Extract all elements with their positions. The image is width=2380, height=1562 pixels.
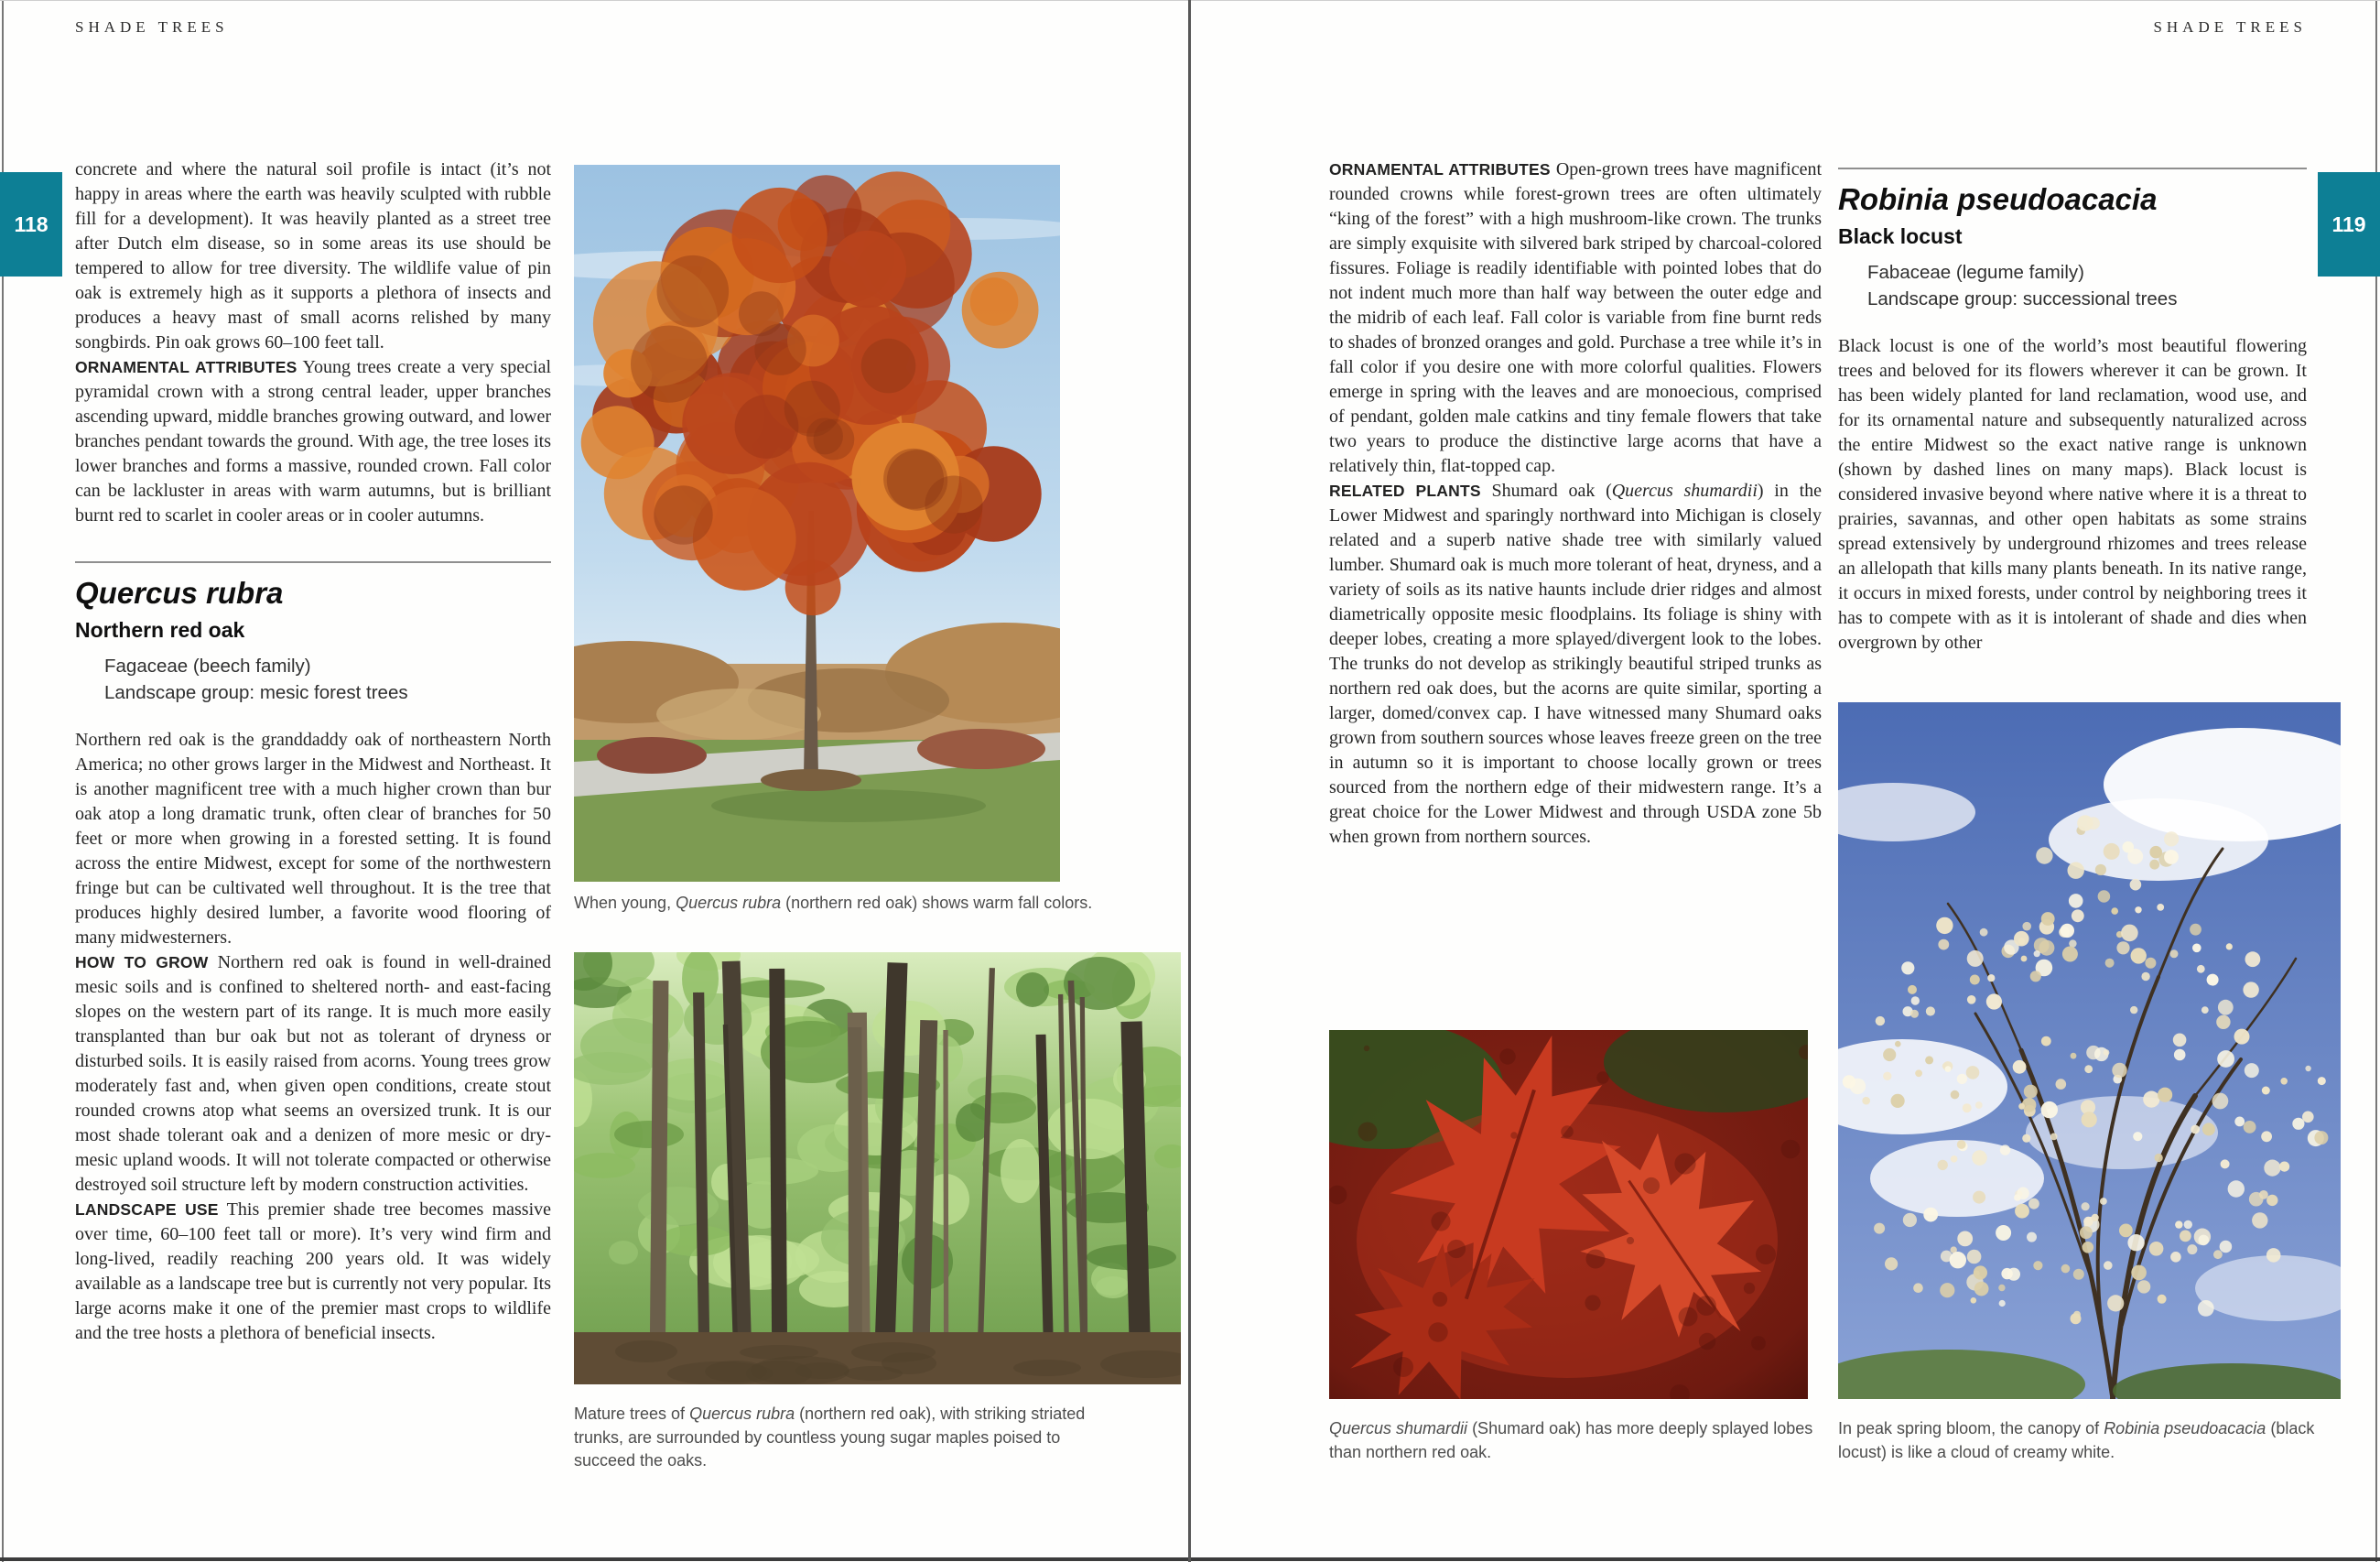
species-family: Fagaceae (beech family) — [104, 656, 311, 677]
paragraph-landscape-use — [75, 1198, 551, 1346]
caption-mature-red-oak — [574, 1403, 1096, 1473]
spine-divider — [1188, 0, 1191, 1562]
caption-text: Mature trees of — [574, 1405, 690, 1423]
photo-young-red-oak-fall — [574, 165, 1060, 882]
caption-text: (Shumard oak) has more deeply splayed lobes than northern red oak. — [1329, 1419, 1813, 1461]
section-text: Northern red oak is found in well-drained mesic soils and is confined to sheltered north- and east-facing slopes on the western part of its range. It is much more easily transplanted than bur oak but not as tolerant of dryness or disturbed soils. It is easily raised from acorns. Young trees grow moderately fast and, when given open conditions, create stout rounded crowns atop what seems an oversized trunk. It is our most shade tolerant oak and a denizen of more mesic or dry-mesic upland woods. It will not tolerate compacted or otherwise destroyed soil structure left by modern construction activities. — [75, 952, 552, 1195]
section-label-ornamental-attributes: ORNAMENTAL ATTRIBUTES — [1329, 160, 1551, 179]
page-number-tab-118: 118 — [0, 172, 62, 277]
running-head-right: SHADE TREES — [2153, 18, 2307, 36]
species-landscape-group: Landscape group: successional trees — [1867, 288, 2178, 309]
paragraph-species-intro: Black locust is one of the world’s most beautiful flowering trees and beloved for its flowers wherever it can be grown. It has been widely planted for land reclamation, wood use, and for its ornamental nature and subsequently naturalized across the entire Midwest so the exact native range is unknown (shown by dashed lines on many maps). Black locust is considered invasive beyond where native where it is a threat to prairies, savannas, and other open habitats as some strains spread extensively by underground rhizomes and trees release an allelopath that kills many plants beneath. In its native range, it occurs in mixed forests, under control by neighboring trees it has to compete with as it is intolerant of shade and dies when overgrown by other — [1838, 336, 2307, 653]
caption-text: (northern red oak) shows warm fall colors. — [781, 894, 1093, 912]
photo-mature-red-oak-forest — [574, 952, 1181, 1384]
caption-species-italic: Quercus rubra — [676, 894, 782, 912]
photo-black-locust-bloom — [1838, 702, 2341, 1399]
right-page-text-column-1 — [1329, 157, 1822, 850]
species-italic: Quercus shumardii — [1611, 481, 1758, 501]
section-label-ornamental-attributes: ORNAMENTAL ATTRIBUTES — [75, 358, 298, 376]
right-page-text-column-2 — [1838, 168, 2307, 656]
section-text: Shumard oak ( — [1491, 481, 1612, 501]
section-text: This premier shade tree becomes massive over time, 60–100 feet tall or more). It’s very wind firm and long-lived, readily reaching 200 years old. It was widely available as a landscape tree but is currently not very popular. Its large acorns make it one of the premier mast crops to wildlife and the tree hosts a plethora of beneficial insects. — [75, 1199, 552, 1343]
species-family: Fabaceae (legume family) — [1867, 262, 2084, 283]
paragraph-ornamental-attributes — [1329, 157, 1822, 479]
section-text: Young trees create a very special pyramidal crown with a strong central leader, upper branches ascending upward, middle branches growing outward, and lower branches pendant towards the ground. With age, the tree loses its lower branches and forms a massive, rounded crown. Fall color can be lackluster in areas with warm autumns, but is brilliant burnt red to scarlet in cooler areas or in cooler autumns. — [75, 357, 551, 526]
species-landscape-group: Landscape group: mesic forest trees — [104, 682, 408, 703]
paragraph-how-to-grow — [75, 950, 551, 1198]
species-common-name: Northern red oak — [75, 618, 245, 642]
caption-text: (black locust) is like a cloud of creamy white. — [1838, 1419, 2315, 1461]
caption-black-locust — [1838, 1417, 2341, 1464]
paragraph-species-intro: Northern red oak is the granddaddy oak of northeastern North America; no other grows larger in the Midwest and Northeast. It is another magnificent tree with a much higher crown than bur oak atop a long dramatic trunk, often clear of branches for 50 feet or more when growing in a forested setting. It is found across the entire Midwest, except for some of the northwestern fringe but can be cultivated well throughout. It is the tree that produces highly desired lumber, a favorite wood flooring of many midwesterners. — [75, 730, 551, 948]
species-latin-name: Quercus rubra — [75, 576, 284, 610]
caption-shumard-oak — [1329, 1417, 1823, 1464]
caption-young-red-oak — [574, 892, 1141, 916]
paragraph-related-plants — [1329, 479, 1822, 850]
caption-text: In peak spring bloom, the canopy of — [1838, 1419, 2104, 1437]
left-page-text-column — [75, 157, 551, 1346]
species-latin-name: Robinia pseudoacacia — [1838, 182, 2158, 216]
caption-species-italic: Quercus rubra — [689, 1405, 795, 1423]
section-label-how-to-grow: HOW TO GROW — [75, 953, 209, 971]
caption-species-italic: Robinia pseudoacacia — [2104, 1419, 2266, 1437]
section-label-landscape-use: LANDSCAPE USE — [75, 1200, 219, 1219]
paragraph-pin-oak-continuation: concrete and where the natural soil profile is intact (it’s not happy in areas where the earth was heavily sculpted with rubble fill for a development). It was heavily planted as a street tree after Dutch elm disease, so in some areas its use should be tempered to allow for tree diversity. The wildlife value of pin oak is extremely high as it supports a plethora of insects and produces a heavy mast of small acorns relished by many songbirds. Pin oak grows 60–100 feet tall. — [75, 159, 551, 353]
species-common-name: Black locust — [1838, 224, 1963, 248]
section-text: ) in the Lower Midwest and sparingly northward into Michigan is closely related and a superb native shade tree with similarly valued lumber. Shumard oak is much more tolerant of heat, dryness, and a variety of soils as its native haunts include drier ridges and almost diametrically opposite mesic floodplains. Its foliage is shiny with deeper lobes, creating a more splayed/divergent look to the lobes. The trunks do not develop as strikingly beautiful striped trunks as northern red oak does, but the acorns are quite similar, sporting a larger, domed/convex cap. I have witnessed many Shumard oaks grown from southern sources whose leaves freeze green on the tree in autumn so it is important to choose locally grown or trees sourced from the northern edge of their midwestern range. It’s a great choice for the Lower Midwest and through USDA zone 5b when grown from northern sources. — [1329, 481, 1822, 847]
page-number-tab-119: 119 — [2318, 172, 2380, 277]
section-text: Open-grown trees have magnificent rounded crowns while forest-grown trees are often ultimately “king of the forest” with a high mushroom-like crown. The trunks are simply exquisite with silvered bark striped by charcoal-colored fissures. Foliage is readily identifiable with pointed lobes that do not indent much more than half way between the outer edge and the midrib of each leaf. Fall color is variable from fine burnt reds to shades of bronzed oranges and gold. Purchase a tree while it’s in fall color if you desire one with more colorful qualities. Flowers emerge in spring with the leaves and are monoecious, comprised of pendant, golden male catkins and tiny female flowers that take two years to produce the distinctive large acorns that have a relatively thin, flat-topped cap. — [1329, 159, 1823, 476]
caption-text: When young, — [574, 894, 676, 912]
paragraph-ornamental-attributes — [75, 355, 551, 528]
caption-text: (northern red oak), with striking striated trunks, are surrounded by countless young sugar maples poised to succeed the oaks. — [574, 1405, 1086, 1470]
photo-shumard-oak-leaves — [1329, 1030, 1808, 1399]
section-label-related-plants: RELATED PLANTS — [1329, 482, 1481, 500]
running-head-left: SHADE TREES — [75, 18, 229, 36]
caption-species-italic: Quercus shumardii — [1329, 1419, 1468, 1437]
